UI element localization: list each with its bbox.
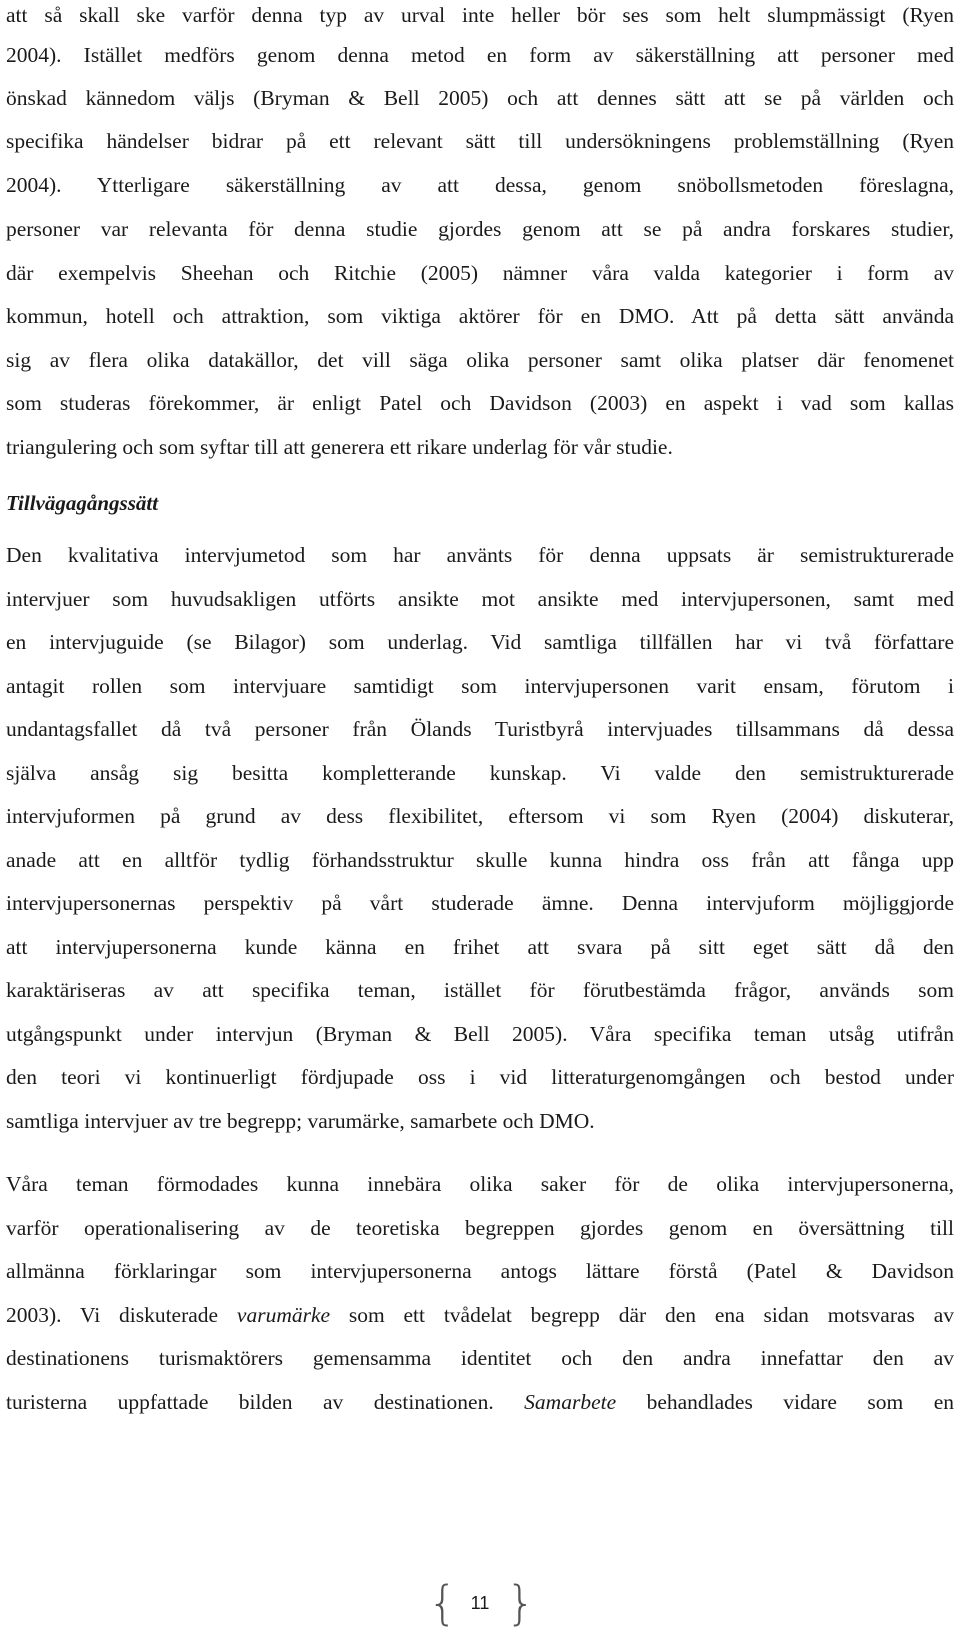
text-line: att så skall ske varför denna typ av urval inte heller bör ses som helt slumpmässigt (Ryen (6, 3, 954, 27)
left-brace-ornament: { (428, 1576, 458, 1630)
italic-term: varumärke (236, 1303, 331, 1327)
page-number: 11 (470, 1593, 490, 1613)
text-line (6, 1387, 954, 1417)
text-line: Våra teman förmodades kunna innebära olika saker för de olika intervjupersonerna, (6, 1172, 954, 1196)
text-line: Den kvalitativa intervjumetod som har använts för denna uppsats är semistrukturerade (6, 543, 954, 567)
text-run: turisterna uppfattade bilden av destinationen. (6, 1390, 525, 1414)
text-line (6, 1300, 954, 1330)
text-line: kommun, hotell och attraktion, som viktiga aktörer för en DMO. Att på detta sätt använda (6, 304, 954, 328)
text-run: som ett tvådelat begrepp där den ena sidan motsvaras av (330, 1303, 954, 1327)
text-line: intervjupersonernas perspektiv på vårt studerade ämne. Denna intervjuform möjliggjorde (6, 891, 954, 915)
text-line: 2004). Istället medförs genom denna metod en form av säkerställning att personer med (6, 43, 954, 67)
text-line: utgångspunkt under intervjun (Bryman & Bell 2005). Våra specifika teman utsåg utifrån (6, 1022, 954, 1046)
text-run: 2003). Vi diskuterade (6, 1303, 237, 1327)
text-line: specifika händelser bidrar på ett relevant sätt till undersökningens problemställning (Ryen (6, 129, 954, 153)
right-brace-ornament: } (506, 1576, 536, 1630)
text-line: personer var relevanta för denna studie gjordes genom att se på andra forskares studier, (6, 217, 954, 241)
text-line: antagit rollen som intervjuare samtidigt som intervjupersonen varit ensam, förutom i (6, 674, 954, 698)
page-footer (0, 1575, 960, 1635)
text-line: sig av flera olika datakällor, det vill säga olika personer samt olika platser där fenomenet (6, 348, 954, 372)
text-line: anade att en alltför tydlig förhandsstruktur skulle kunna hindra oss från att fånga upp (6, 848, 954, 872)
text-line: där exempelvis Sheehan och Ritchie (2005) nämner våra valda kategorier i form av (6, 261, 954, 285)
text-run: behandlades vidare som en (616, 1390, 954, 1414)
text-line: karaktäriseras av att specifika teman, istället för förutbestämda frågor, används som (6, 978, 954, 1002)
text-line: önskad kännedom väljs (Bryman & Bell 2005) och att dennes sätt att se på världen och (6, 86, 954, 110)
text-line: själva ansåg sig besitta kompletterande kunskap. Vi valde den semistrukturerade (6, 761, 954, 785)
section-heading: Tillvägagångssätt (6, 491, 159, 515)
text-line: allmänna förklaringar som intervjupersonerna antogs lättare förstå (Patel & Davidson (6, 1259, 954, 1283)
text-line: destinationens turismaktörers gemensamma identitet och den andra innefattar den av (6, 1346, 954, 1370)
text-line: att intervjupersonerna kunde känna en frihet att svara på sitt eget sätt då den (6, 935, 954, 959)
text-line: den teori vi kontinuerligt fördjupade oss i vid litteraturgenomgången och bestod under (6, 1065, 954, 1089)
text-line: en intervjuguide (se Bilagor) som underlag. Vid samtliga tillfällen har vi två författare (6, 630, 954, 654)
text-line: triangulering och som syftar till att generera ett rikare underlag för vår studie. (6, 435, 673, 459)
text-line: undantagsfallet då två personer från Ölands Turistbyrå intervjuades tillsammans då dessa (6, 717, 954, 741)
text-line: som studeras förekommer, är enligt Patel och Davidson (2003) en aspekt i vad som kallas (6, 391, 954, 415)
text-line: intervjuformen på grund av dess flexibilitet, eftersom vi som Ryen (2004) diskuterar, (6, 804, 954, 828)
text-line: samtliga intervjuer av tre begrepp; varumärke, samarbete och DMO. (6, 1109, 595, 1133)
text-line: intervjuer som huvudsakligen utförts ansikte mot ansikte med intervjupersonen, samt med (6, 587, 954, 611)
text-line: 2004). Ytterligare säkerställning av att dessa, genom snöbollsmetoden föreslagna, (6, 173, 954, 197)
italic-term: Samarbete (524, 1390, 617, 1414)
text-line: varför operationalisering av de teoretiska begreppen gjordes genom en översättning till (6, 1216, 954, 1240)
